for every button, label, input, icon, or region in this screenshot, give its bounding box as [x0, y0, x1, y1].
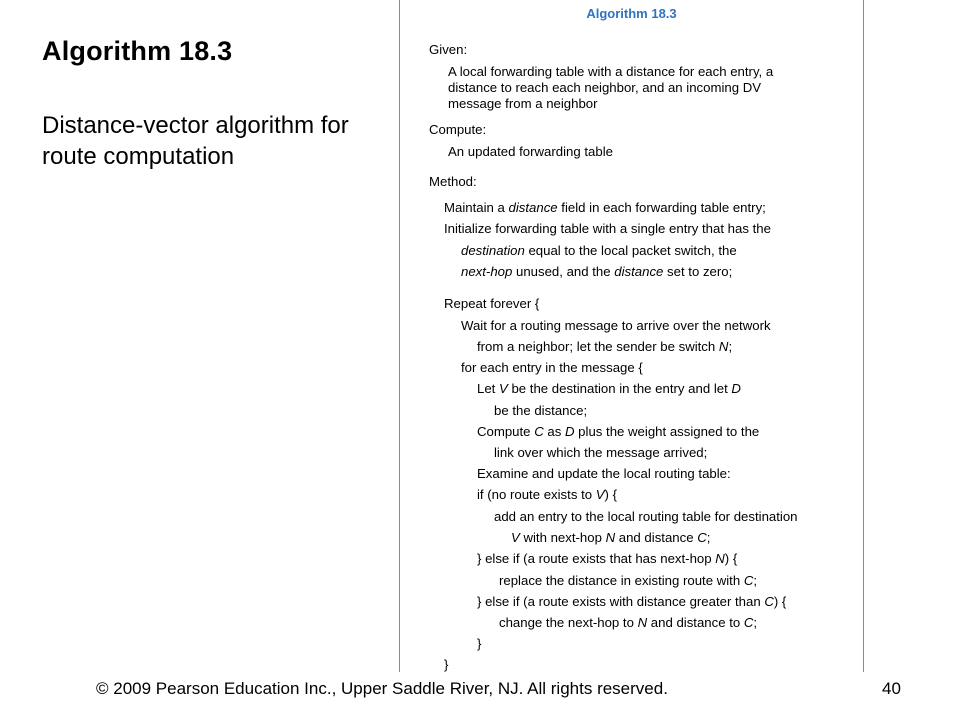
algorithm-line — [448, 80, 761, 96]
algorithm-text-segment: ; — [753, 615, 758, 630]
algorithm-line — [444, 200, 766, 216]
algorithm-text-segment: Repeat forever { — [444, 296, 540, 311]
algorithm-text-segment: Maintain a — [444, 200, 509, 215]
algorithm-text-segment: next-hop — [461, 264, 513, 279]
algorithm-text-segment: be the distance; — [494, 403, 588, 418]
algorithm-text-segment: Method: — [429, 174, 477, 189]
algorithm-line — [494, 509, 798, 525]
algorithm-text-segment: V — [511, 530, 520, 545]
footer-copyright: © 2009 Pearson Education Inc., Upper Saddle River, NJ. All rights reserved. — [96, 679, 668, 698]
algorithm-text-segment: D — [731, 381, 741, 396]
algorithm-text-segment: unused, and the — [512, 264, 615, 279]
algorithm-text-segment: ) { — [773, 594, 787, 609]
algorithm-text-segment: field in each forwarding table entry; — [557, 200, 766, 215]
algorithm-text-segment: ) { — [604, 487, 618, 502]
algorithm-line — [477, 339, 732, 355]
algorithm-line — [477, 424, 759, 440]
algorithm-text-segment: V — [499, 381, 508, 396]
algorithm-text-segment: link over which the message arrived; — [494, 445, 708, 460]
algorithm-line — [429, 122, 486, 138]
algorithm-line — [444, 657, 448, 673]
algorithm-text-segment: C — [743, 615, 754, 630]
algorithm-text-segment: } else if (a route exists with distance greater than — [477, 594, 765, 609]
algorithm-text-segment: } else if (a route exists that has next-hop — [477, 551, 716, 566]
algorithm-line — [477, 551, 737, 567]
algorithm-text-segment: N — [637, 615, 648, 630]
algorithm-text-segment: C — [764, 594, 774, 609]
algorithm-line — [477, 466, 731, 482]
algorithm-line — [461, 360, 643, 376]
algorithm-text-segment: plus the weight assigned to the — [574, 424, 760, 439]
algorithm-line — [511, 530, 710, 546]
page-number: 40 — [882, 679, 901, 698]
algorithm-text-segment: Given: — [429, 42, 468, 57]
algorithm-line — [477, 594, 786, 610]
algorithm-line — [477, 381, 741, 397]
algorithm-box — [399, 0, 864, 672]
algorithm-line — [477, 636, 481, 652]
algorithm-text-segment: An updated forwarding table — [448, 144, 613, 159]
algorithm-line — [461, 264, 732, 280]
algorithm-text-segment: } — [444, 657, 449, 672]
algorithm-text-segment: add an entry to the local routing table for destination — [494, 509, 798, 524]
algorithm-text-segment: ) { — [724, 551, 738, 566]
algorithm-text-segment: ; — [706, 530, 711, 545]
algorithm-line — [461, 243, 737, 259]
algorithm-text-segment: destination — [461, 243, 525, 258]
algorithm-text-segment: Compute: — [429, 122, 487, 137]
algorithm-text-segment: N — [715, 551, 725, 566]
algorithm-line — [494, 403, 587, 419]
algorithm-line — [448, 144, 613, 160]
algorithm-text-segment: set to zero; — [663, 264, 733, 279]
algorithm-text-segment: if (no route exists to — [477, 487, 596, 502]
algorithm-line — [429, 174, 477, 190]
algorithm-text-segment: from a neighbor; let the sender be switch — [477, 339, 719, 354]
algorithm-line — [444, 296, 539, 312]
slide-subtitle: Distance-vector algorithm for route computation — [42, 112, 349, 170]
algorithm-line — [461, 318, 771, 334]
algorithm-text-segment: and distance — [615, 530, 698, 545]
algorithm-text-segment: ; — [728, 339, 733, 354]
algorithm-text-segment: Compute — [477, 424, 535, 439]
algorithm-text-segment: C — [534, 424, 544, 439]
algorithm-text-segment: and distance to — [647, 615, 744, 630]
slide-title: Algorithm 18.3 — [42, 36, 233, 66]
algorithm-text-segment: Initialize forwarding table with a single entry that has the — [444, 221, 771, 236]
algorithm-text-segment: for each entry in the message { — [461, 360, 643, 375]
algorithm-text-segment: equal to the local packet switch, the — [524, 243, 737, 258]
algorithm-line — [448, 64, 773, 80]
algorithm-text-segment: } — [477, 636, 482, 651]
algorithm-text-segment: be the destination in the entry and let — [507, 381, 732, 396]
algorithm-text-segment: C — [743, 573, 754, 588]
algorithm-text-segment: replace the distance in existing route with — [499, 573, 744, 588]
algorithm-line — [477, 487, 617, 503]
algorithm-line — [448, 96, 598, 112]
algorithm-text-segment: ; — [753, 573, 758, 588]
algorithm-text-segment: Let — [477, 381, 499, 396]
algorithm-text-segment: N — [605, 530, 616, 545]
algorithm-text-segment: N — [718, 339, 729, 354]
algorithm-text-segment: A local forwarding table with a distance for each entry, a — [448, 64, 774, 79]
algorithm-box-title: Algorithm 18.3 — [586, 6, 677, 21]
algorithm-text-segment: message from a neighbor — [448, 96, 598, 111]
algorithm-line — [429, 42, 467, 58]
algorithm-line — [499, 573, 757, 589]
algorithm-line — [444, 221, 771, 237]
algorithm-text-segment: distance — [614, 264, 664, 279]
algorithm-text-segment: D — [564, 424, 575, 439]
algorithm-text-segment: Wait for a routing message to arrive over the network — [461, 318, 771, 333]
algorithm-text-segment: V — [595, 487, 605, 502]
algorithm-text-segment: Examine and update the local routing table: — [477, 466, 731, 481]
algorithm-line — [494, 445, 707, 461]
algorithm-text-segment: as — [543, 424, 565, 439]
algorithm-text-segment: distance to reach each neighbor, and an incoming DV — [448, 80, 762, 95]
algorithm-text-segment: change the next-hop to — [499, 615, 638, 630]
algorithm-text-segment: C — [697, 530, 707, 545]
algorithm-text-segment: with next-hop — [519, 530, 606, 545]
algorithm-line — [499, 615, 757, 631]
algorithm-text-segment: distance — [508, 200, 558, 215]
